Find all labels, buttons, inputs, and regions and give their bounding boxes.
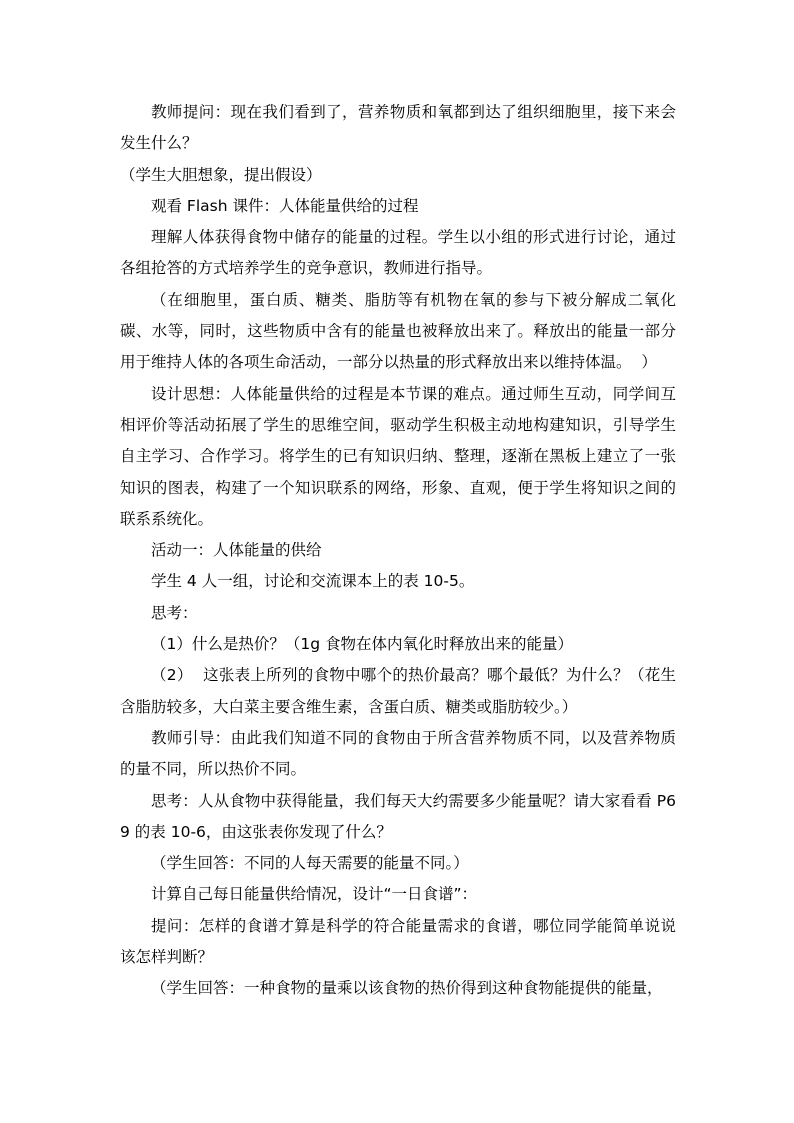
paragraph-question-menu: 提问：怎样的食谱才算是科学的符合能量需求的食谱，哪位同学能简单说说该怎样判断？: [120, 916, 676, 967]
paragraph-design-idea: 设计思想：人体能量供给的过程是本节课的难点。通过师生互动，同学间互相评价等活动拓展了学生的思维空间，驱动学生积极主动地构建知识，引导学生自主学习、合作学习。将学生的已有知识归纳、整理，逐渐在黑板上建立了一张知识的图表，构建了一个知识联系的网络，形象、直观，便于学生将知识之间的联系系统化。: [120, 384, 676, 528]
paragraph-teacher-question: 教师提问：现在我们看到了，营养物质和氧都到达了组织细胞里，接下来会发生什么？: [120, 103, 676, 153]
paragraph-student-hypothesis: （学生大胆想象，提出假设）: [120, 165, 322, 184]
paragraph-student-answer-1: （学生回答：不同的人每天需要的能量不同。）: [151, 854, 469, 873]
document-body: [120, 97, 676, 1005]
paragraph-question-2: （2） 这张表上所列的食物中哪个的热价最高？哪个最低？为什么？（花生含脂肪较多，大白菜主要含维生素，含蛋白质、糖类或脂肪较少。）: [120, 666, 676, 716]
paragraph-question-1: （1）什么是热价？（1g 食物在体内氧化时释放出来的能量）: [151, 635, 573, 654]
paragraph-group-discussion: 学生 4 人一组，讨论和交流课本上的表 10-5。: [151, 572, 475, 591]
paragraph-teacher-guidance: 教师引导：由此我们知道不同的食物由于所含营养物质不同，以及营养物质的量不同，所以热价不同。: [120, 728, 676, 779]
paragraph-student-answer-2: （学生回答：一种食物的量乘以该食物的热价得到这种食物能提供的能量，: [151, 979, 663, 998]
paragraph-think-energy: 思考：人从食物中获得能量，我们每天大约需要多少能量呢？请大家看看 P69 的表 10-6，由这张表你发现了什么？: [120, 791, 676, 841]
paragraph-flash-courseware: 观看 Flash 课件：人体能量供给的过程: [151, 196, 419, 215]
paragraph-cell-explanation: （在细胞里，蛋白质、糖类、脂肪等有机物在氧的参与下被分解成二氧化碳、水等，同时，这些物质中含有的能量也被释放出来了。释放出的能量一部分用于维持人体的各项生命活动，一部分以热量的形式释放出来以维持体温。 ）: [120, 290, 676, 372]
paragraph-energy-process: 理解人体获得食物中储存的能量的过程。学生以小组的形式进行讨论，通过各组抢答的方式培养学生的竞争意识，教师进行指导。: [120, 228, 676, 278]
paragraph-daily-menu: 计算自己每日能量供给情况，设计“一日食谱”：: [151, 885, 478, 904]
paragraph-think-label: 思考：: [151, 603, 198, 622]
paragraph-activity-one: 活动一：人体能量的供给: [151, 541, 322, 560]
